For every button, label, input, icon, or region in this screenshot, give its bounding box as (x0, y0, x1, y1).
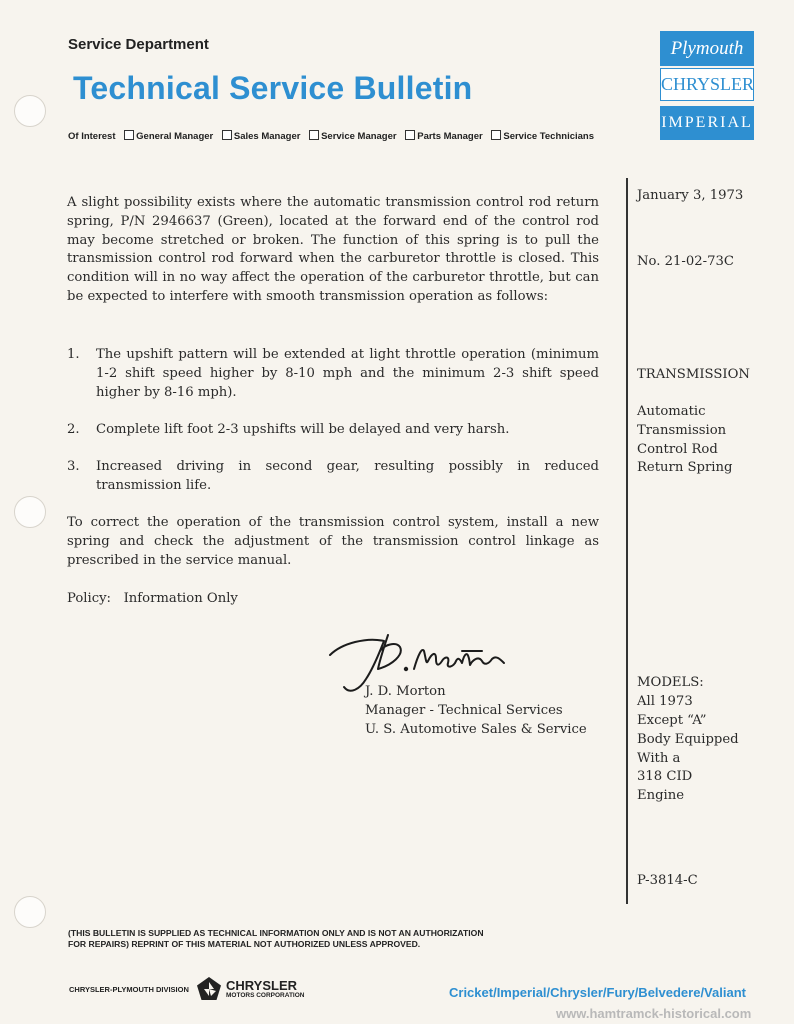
checkbox-general-manager[interactable] (124, 130, 134, 140)
models-line: 318 CID (637, 769, 693, 784)
recipient-label: Service Technicians (503, 131, 595, 142)
disclaimer-line: FOR REPAIRS) REPRINT OF THIS MATERIAL NOT AUTHORIZED UNLESS APPROVED. (68, 939, 421, 949)
imperial-logo: IMPERIAL (660, 106, 754, 140)
recipient-label: General Manager (136, 131, 214, 142)
recipient-label: Sales Manager (233, 131, 301, 142)
checkbox-service-technicians[interactable] (491, 130, 501, 140)
list-item-number: 2. (67, 422, 80, 437)
department-label: Service Department (68, 36, 209, 53)
column-divider (626, 178, 628, 904)
list-item-text: The upshift pattern will be extended at light throttle operation (minimum 1-2 shift speed higher by 8-10 mph and the minimum 2-3 shift speed higher by 8-16 mph). (96, 347, 599, 400)
division-label: CHRYSLER-PLYMOUTH DIVISION (69, 985, 189, 994)
subject-line: Return Spring (637, 460, 733, 475)
models-line: Body Equipped (637, 732, 739, 747)
subject-line: Control Rod (637, 442, 718, 457)
models-line: All 1973 (637, 694, 693, 709)
of-interest-row (68, 130, 594, 142)
list-item (67, 421, 599, 440)
recipient-label: Service Manager (321, 131, 397, 142)
list-item-text: Complete lift foot 2-3 upshifts will be delayed and very harsh. (96, 422, 510, 437)
bulletin-date: January 3, 1973 (637, 188, 744, 203)
watermark: www.hamtramck-historical.com (556, 1006, 752, 1021)
binder-hole (14, 496, 46, 528)
models-line: Engine (637, 788, 685, 803)
signer-title: Manager - Technical Services (365, 703, 563, 718)
signer-name: J. D. Morton (365, 684, 446, 699)
intro-paragraph: A slight possibility exists where the automatic transmission control rod return spring, P/N 2946637 (Green), located at the forward end of the control rod may become stretched or broken. The function of this spring is to pull the transmission control rod forward when the carburetor throttle is closed. This condition will in no way affect the operation of the carburetor throttle, but can be expected to interfere with smooth transmission operation as follows: (67, 195, 599, 304)
checkbox-sales-manager[interactable] (222, 130, 232, 140)
bulletin-category: TRANSMISSION (637, 367, 750, 382)
list-item-number: 1. (67, 347, 80, 362)
models-heading: MODELS: (637, 675, 704, 690)
disclaimer (68, 928, 608, 950)
models-line: Except “A” (637, 713, 707, 728)
bulletin-title: Technical Service Bulletin (73, 70, 473, 106)
policy-line: Policy: Information Only (67, 591, 238, 606)
form-number: P-3814-C (637, 873, 698, 888)
list-item-number: 3. (67, 459, 80, 474)
binder-hole (14, 896, 46, 928)
recipient-label: Parts Manager (417, 131, 483, 142)
corp-name: CHRYSLER (226, 978, 298, 993)
bulletin-number: No. 21-02-73C (637, 254, 734, 269)
checkbox-parts-manager[interactable] (405, 130, 415, 140)
binder-hole (14, 95, 46, 127)
checkbox-service-manager[interactable] (309, 130, 319, 140)
of-interest-label: Of Interest (68, 131, 116, 142)
chrysler-logo: CHRYSLER (660, 68, 754, 101)
subject-line: Automatic (637, 404, 706, 419)
disclaimer-line: (THIS BULLETIN IS SUPPLIED AS TECHNICAL INFORMATION ONLY AND IS NOT AN AUTHORIZATION (68, 928, 484, 938)
correction-paragraph: To correct the operation of the transmission control system, install a new spring and check the adjustment of the transmission control linkage as prescribed in the service manual. (67, 515, 599, 568)
corp-subtitle: MOTORS CORPORATION (226, 992, 305, 999)
list-item (67, 346, 599, 402)
list-item-text: Increased driving in second gear, resulting possibly in reduced transmission life. (96, 459, 599, 493)
models-line: With a (637, 751, 681, 766)
subject-line: Transmission (637, 423, 727, 438)
pentastar-icon (196, 976, 222, 1002)
plymouth-logo: Plymouth (660, 31, 754, 66)
signer-organization: U. S. Automotive Sales & Service (365, 722, 587, 737)
list-item (67, 458, 599, 496)
model-lineup: Cricket/Imperial/Chrysler/Fury/Belvedere/Valiant (449, 985, 746, 1000)
